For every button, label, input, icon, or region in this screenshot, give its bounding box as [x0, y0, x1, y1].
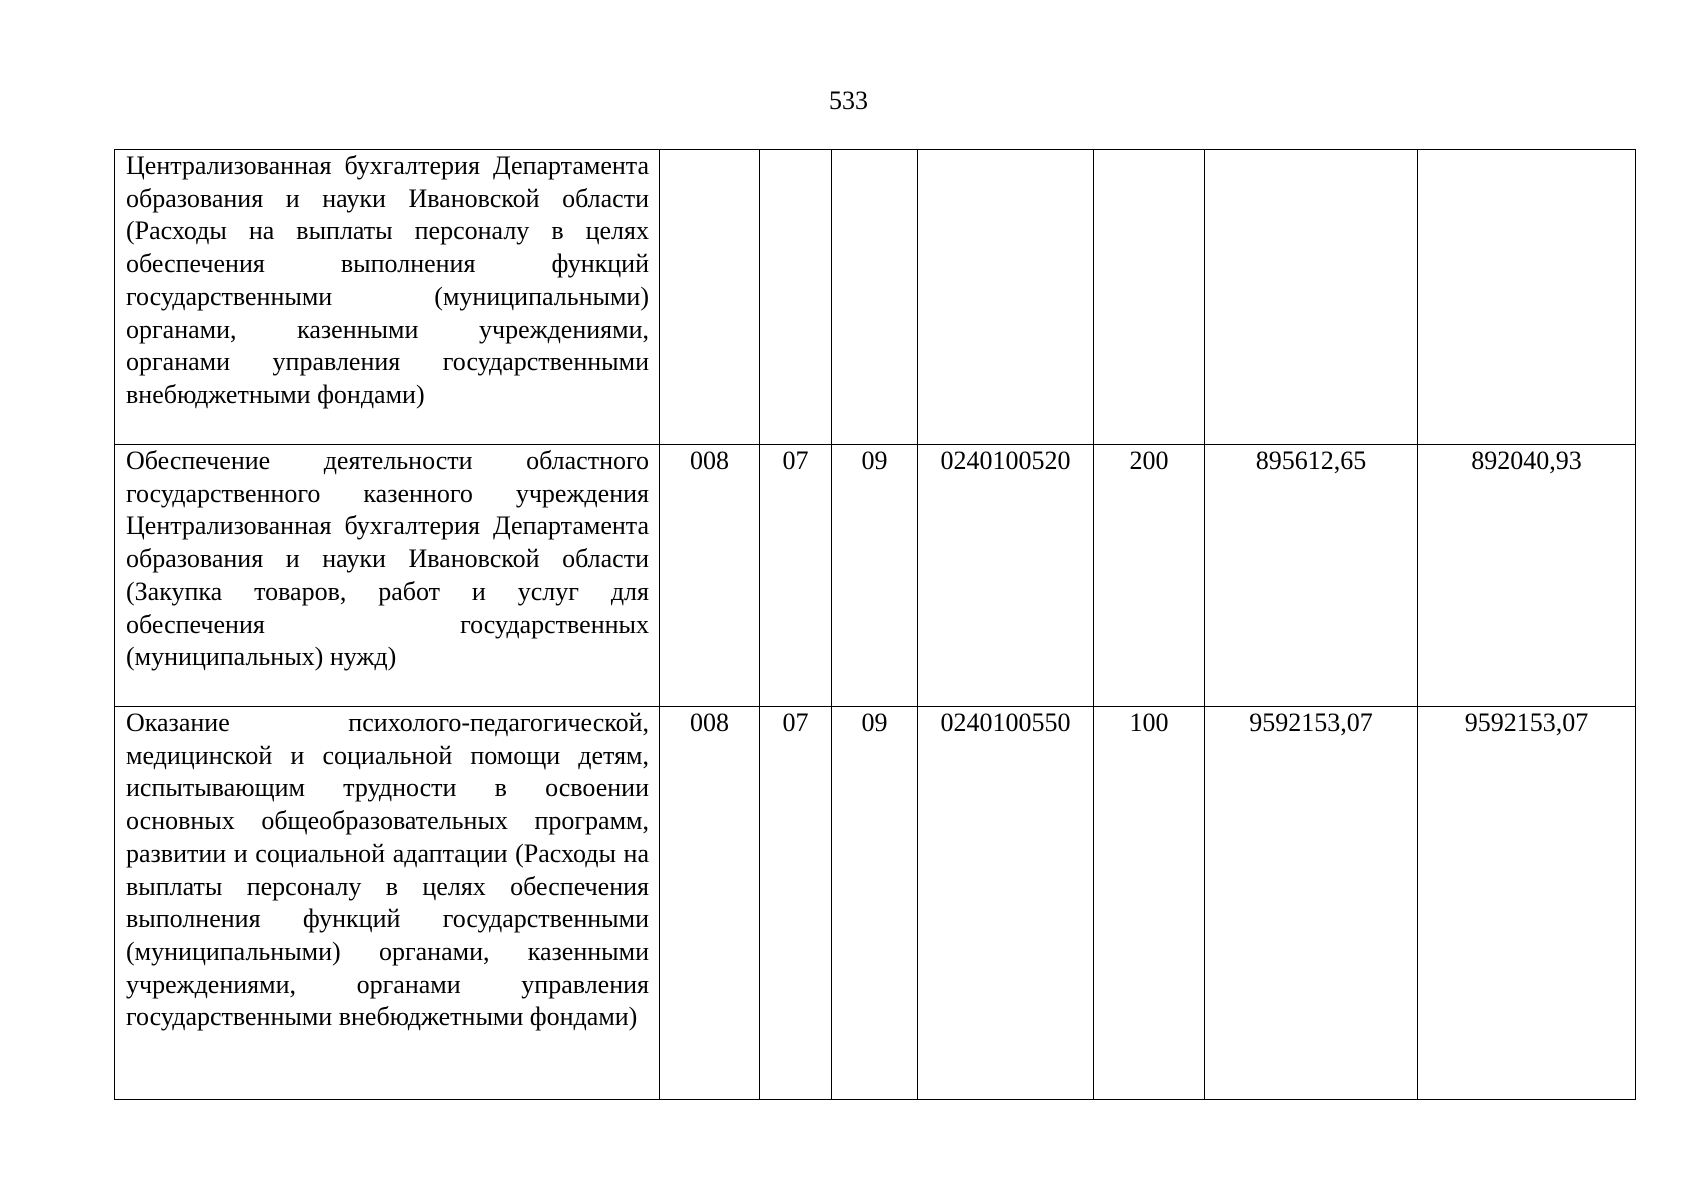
- ministry-code: 008: [660, 707, 760, 1100]
- table-row: [115, 150, 1636, 445]
- amount-year-2: [1418, 150, 1636, 445]
- subsection-code: 09: [832, 707, 918, 1100]
- expense-type-code: 200: [1094, 445, 1205, 707]
- subsection-code: [832, 150, 918, 445]
- amount-year-2: 9592153,07: [1418, 707, 1636, 1100]
- amount-year-1: 9592153,07: [1205, 707, 1418, 1100]
- section-code: 07: [760, 445, 832, 707]
- ministry-code: [660, 150, 760, 445]
- row-description: Централизованная бухгалтерия Департамента образования и науки Ивановской области (Расходы на выплаты персоналу в целях обеспечения выполнения функций государственными (муниципальными) органами, казенными учреждениями, органами управления государственными внебюджетными фондами): [115, 150, 660, 445]
- subsection-code: 09: [832, 445, 918, 707]
- table-row: [115, 445, 1636, 707]
- section-code: [760, 150, 832, 445]
- ministry-code: 008: [660, 445, 760, 707]
- budget-table: [114, 149, 1636, 1100]
- amount-year-2: 892040,93: [1418, 445, 1636, 707]
- row-description: Обеспечение деятельности областного государственного казенного учреждения Централизованная бухгалтерия Департамента образования и науки Ивановской области (Закупка товаров, работ и услуг для обеспечения государственных (муниципальных) нужд): [115, 445, 660, 707]
- expense-type-code: 100: [1094, 707, 1205, 1100]
- expense-type-code: [1094, 150, 1205, 445]
- target-article-code: 0240100550: [918, 707, 1094, 1100]
- table-row: [115, 707, 1636, 1100]
- amount-year-1: [1205, 150, 1418, 445]
- target-article-code: 0240100520: [918, 445, 1094, 707]
- row-description: Оказание психолого-педагогической, медицинской и социальной помощи детям, испытывающим трудности в освоении основных общеобразовательных программ, развитии и социальной адаптации (Расходы на выплаты персоналу в целях обеспечения выполнения функций государственными (муниципальными) органами, казенными учреждениями, органами управления государственными внебюджетными фондами): [115, 707, 660, 1100]
- page-number: 533: [829, 86, 868, 115]
- target-article-code: [918, 150, 1094, 445]
- amount-year-1: 895612,65: [1205, 445, 1418, 707]
- section-code: 07: [760, 707, 832, 1100]
